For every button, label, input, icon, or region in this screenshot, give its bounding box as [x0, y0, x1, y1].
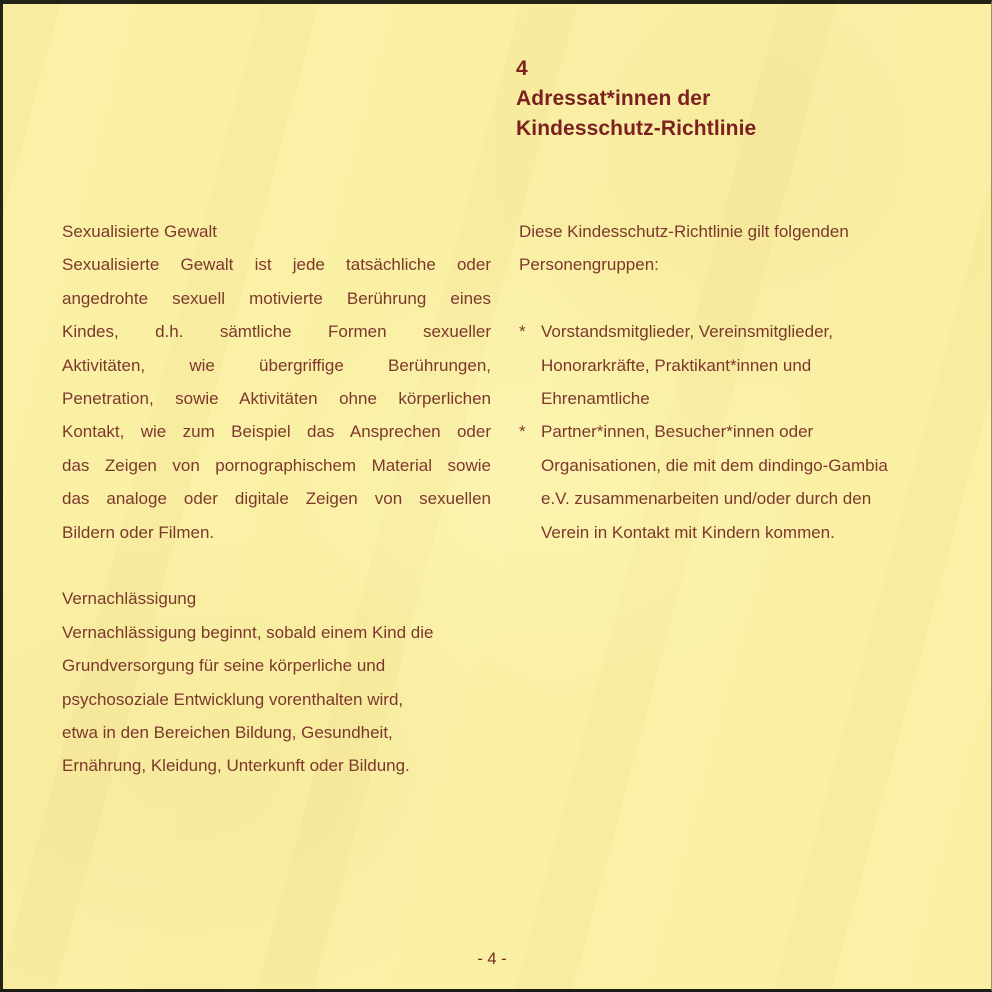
- text-line: das analoge oder digitale Zeigen von sexuellen: [62, 489, 491, 509]
- section-label-vernachlaessigung: Vernachlässigung: [62, 589, 197, 609]
- chapter-title-line-1: Adressat*innen der: [516, 87, 711, 110]
- text-line: Aktivitäten, wie übergriffige Berührungen,: [62, 355, 491, 375]
- list-item: [519, 315, 921, 415]
- paragraph-sexualisierte-gewalt: [62, 248, 491, 549]
- text-line: Honorarkräfte, Praktikant*innen und: [541, 355, 812, 375]
- text-line: Grundversorgung für seine körperliche und: [62, 656, 386, 676]
- list-item: [519, 415, 921, 549]
- asterisk-bullet-icon: *: [519, 322, 526, 342]
- text-line: psychosoziale Entwicklung vorenthalten wird,: [62, 689, 404, 709]
- text-line: Penetration, sowie Aktivitäten ohne körperlichen: [62, 389, 491, 409]
- text-line: Personengruppen:: [519, 255, 659, 275]
- text-line: Ehrenamtliche: [541, 389, 650, 409]
- list-item-text: [541, 415, 921, 549]
- asterisk-bullet-icon: *: [519, 422, 526, 442]
- text-line: Vernachlässigung beginnt, sobald einem Kind die: [62, 622, 434, 642]
- text-line: Ernährung, Kleidung, Unterkunft oder Bildung.: [62, 756, 410, 776]
- text-line: etwa in den Bereichen Bildung, Gesundheit,: [62, 723, 393, 743]
- text-line: e.V. zusammenarbeiten und/oder durch den: [541, 489, 872, 509]
- paragraph-vernachlaessigung: [62, 616, 491, 783]
- text-line: Partner*innen, Besucher*innen oder: [541, 422, 814, 442]
- text-line: angedrohte sexuell motivierte Berührung eines: [62, 288, 491, 308]
- text-line: Diese Kindesschutz-Richtlinie gilt folgenden: [519, 222, 849, 241]
- text-line: Kontakt, wie zum Beispiel das Ansprechen oder: [62, 422, 491, 442]
- addressee-list: [519, 315, 921, 549]
- text-line: Vorstandsmitglieder, Vereinsmitglieder,: [541, 322, 833, 342]
- text-line: Kindes, d.h. sämtliche Formen sexueller: [62, 322, 491, 342]
- list-item-text: [541, 315, 921, 415]
- text-line: Bildern oder Filmen.: [62, 522, 215, 542]
- section-label-sexualisierte-gewalt: Sexualisierte Gewalt: [62, 222, 217, 241]
- page-number: - 4 -: [477, 950, 507, 968]
- text-line: Sexualisierte Gewalt ist jede tatsächliche oder: [62, 255, 491, 275]
- text-line: das Zeigen von pornographischem Material sowie: [62, 455, 491, 475]
- text-line: Verein in Kontakt mit Kindern kommen.: [541, 522, 835, 542]
- chapter-title-line-2: Kindesschutz-Richtlinie: [516, 117, 757, 140]
- chapter-heading: [516, 54, 756, 144]
- text-line: Organisationen, die mit dem dindingo-Gambia: [541, 455, 888, 475]
- chapter-number: 4: [516, 57, 528, 80]
- left-text-column: [62, 215, 491, 783]
- right-text-column: [519, 215, 921, 549]
- intro-paragraph: [519, 215, 921, 282]
